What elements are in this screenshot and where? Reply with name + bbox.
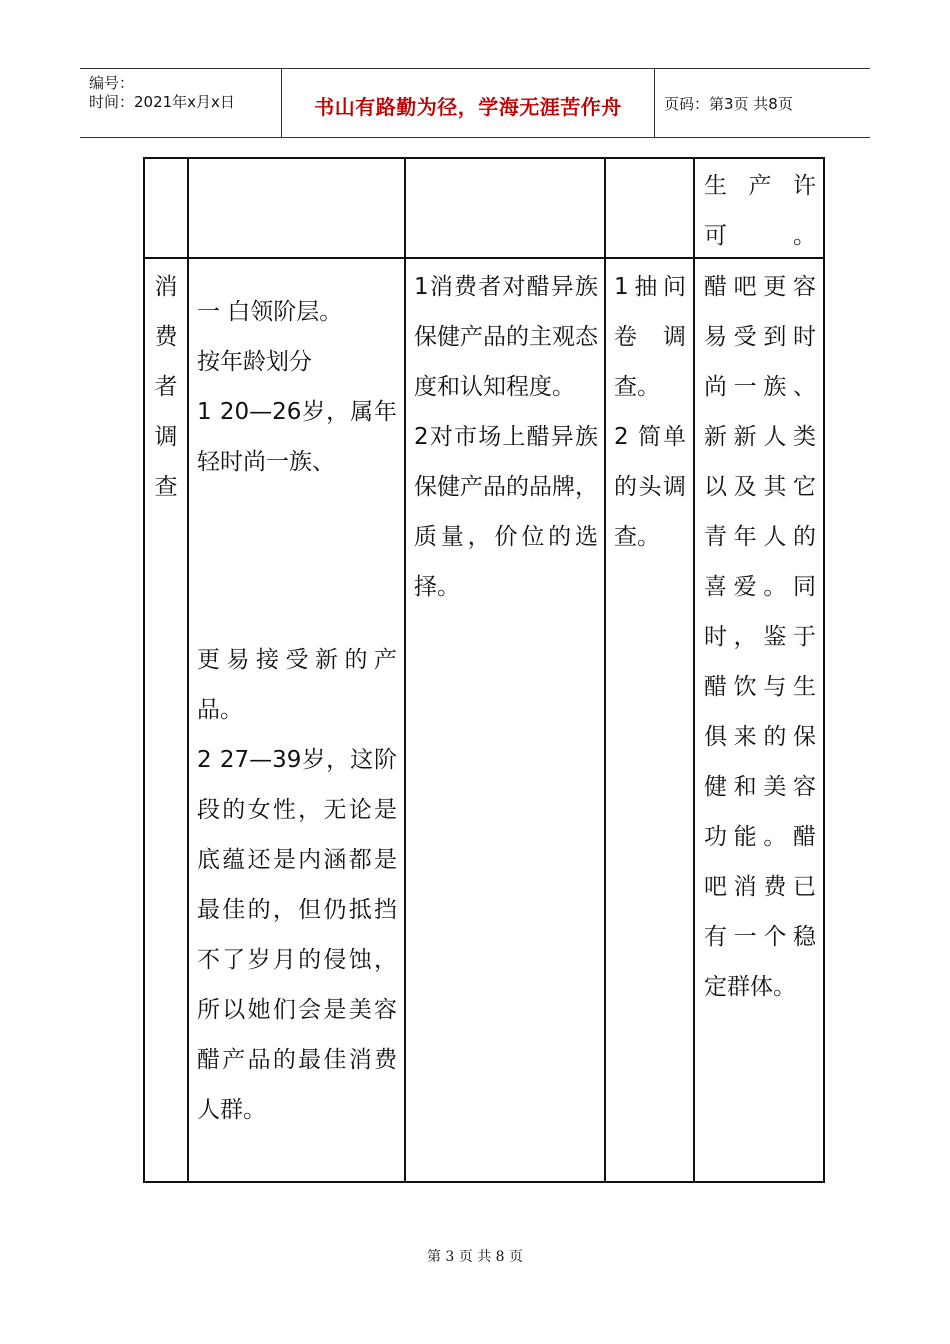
page-header (80, 68, 870, 138)
table-divider-2 (404, 157, 406, 1183)
table-divider-4 (693, 157, 695, 1183)
table-border-left (143, 157, 145, 1183)
table-border-top (143, 157, 825, 159)
row2-col3-text: 1消费者对醋异族保健产品的主观态度和认知程度。 2对市场上醋异族保健产品的品牌，质量，价位的选择。 (414, 274, 598, 600)
row1-col5-text: 生产许可。 (704, 173, 816, 249)
page-footer: 第 3 页 共 8 页 (426, 1249, 524, 1265)
header-motto-cell (281, 69, 655, 137)
row2-col5-text: 醋吧更容易受到时尚一族、新新人类以及其它青年人的喜爱。同时，鉴于醋饮与生俱来的保健和美容功能。醋吧消费已有一个稳定群体。 (704, 274, 816, 1000)
header-info-cell (80, 69, 281, 137)
survey-table (143, 157, 825, 1183)
table-divider-3 (604, 157, 606, 1183)
serial-label: 编号： (89, 74, 135, 92)
table-border-bottom (143, 1181, 825, 1183)
header-page-cell (654, 69, 870, 137)
motto-text: 书山有路勤为径，学海无涯苦作舟 (314, 95, 622, 119)
row2-col2-part1: 一 白领阶层。 按年龄划分 1 20—26岁，属年轻时尚一族、 (197, 299, 397, 475)
date-label: 时间：2021年x月x日 (89, 93, 235, 111)
row2-col4-text: 1抽问卷调查。 2 简单的头调查。 (614, 274, 686, 550)
row2-col2-part2: 更易接受新的产品。 2 27—39岁，这阶段的女性，无论是底蕴还是内涵都是最佳的，但仍抵挡不了岁月的侵蚀，所以她们会是美容醋产品的最佳消费人群。 (197, 647, 397, 1123)
table-border-right (823, 157, 825, 1183)
page-number-label: 页码：第3页 共8页 (664, 95, 793, 113)
row2-category-label: 消费者调查 (154, 274, 178, 500)
table-divider-1 (187, 157, 189, 1183)
